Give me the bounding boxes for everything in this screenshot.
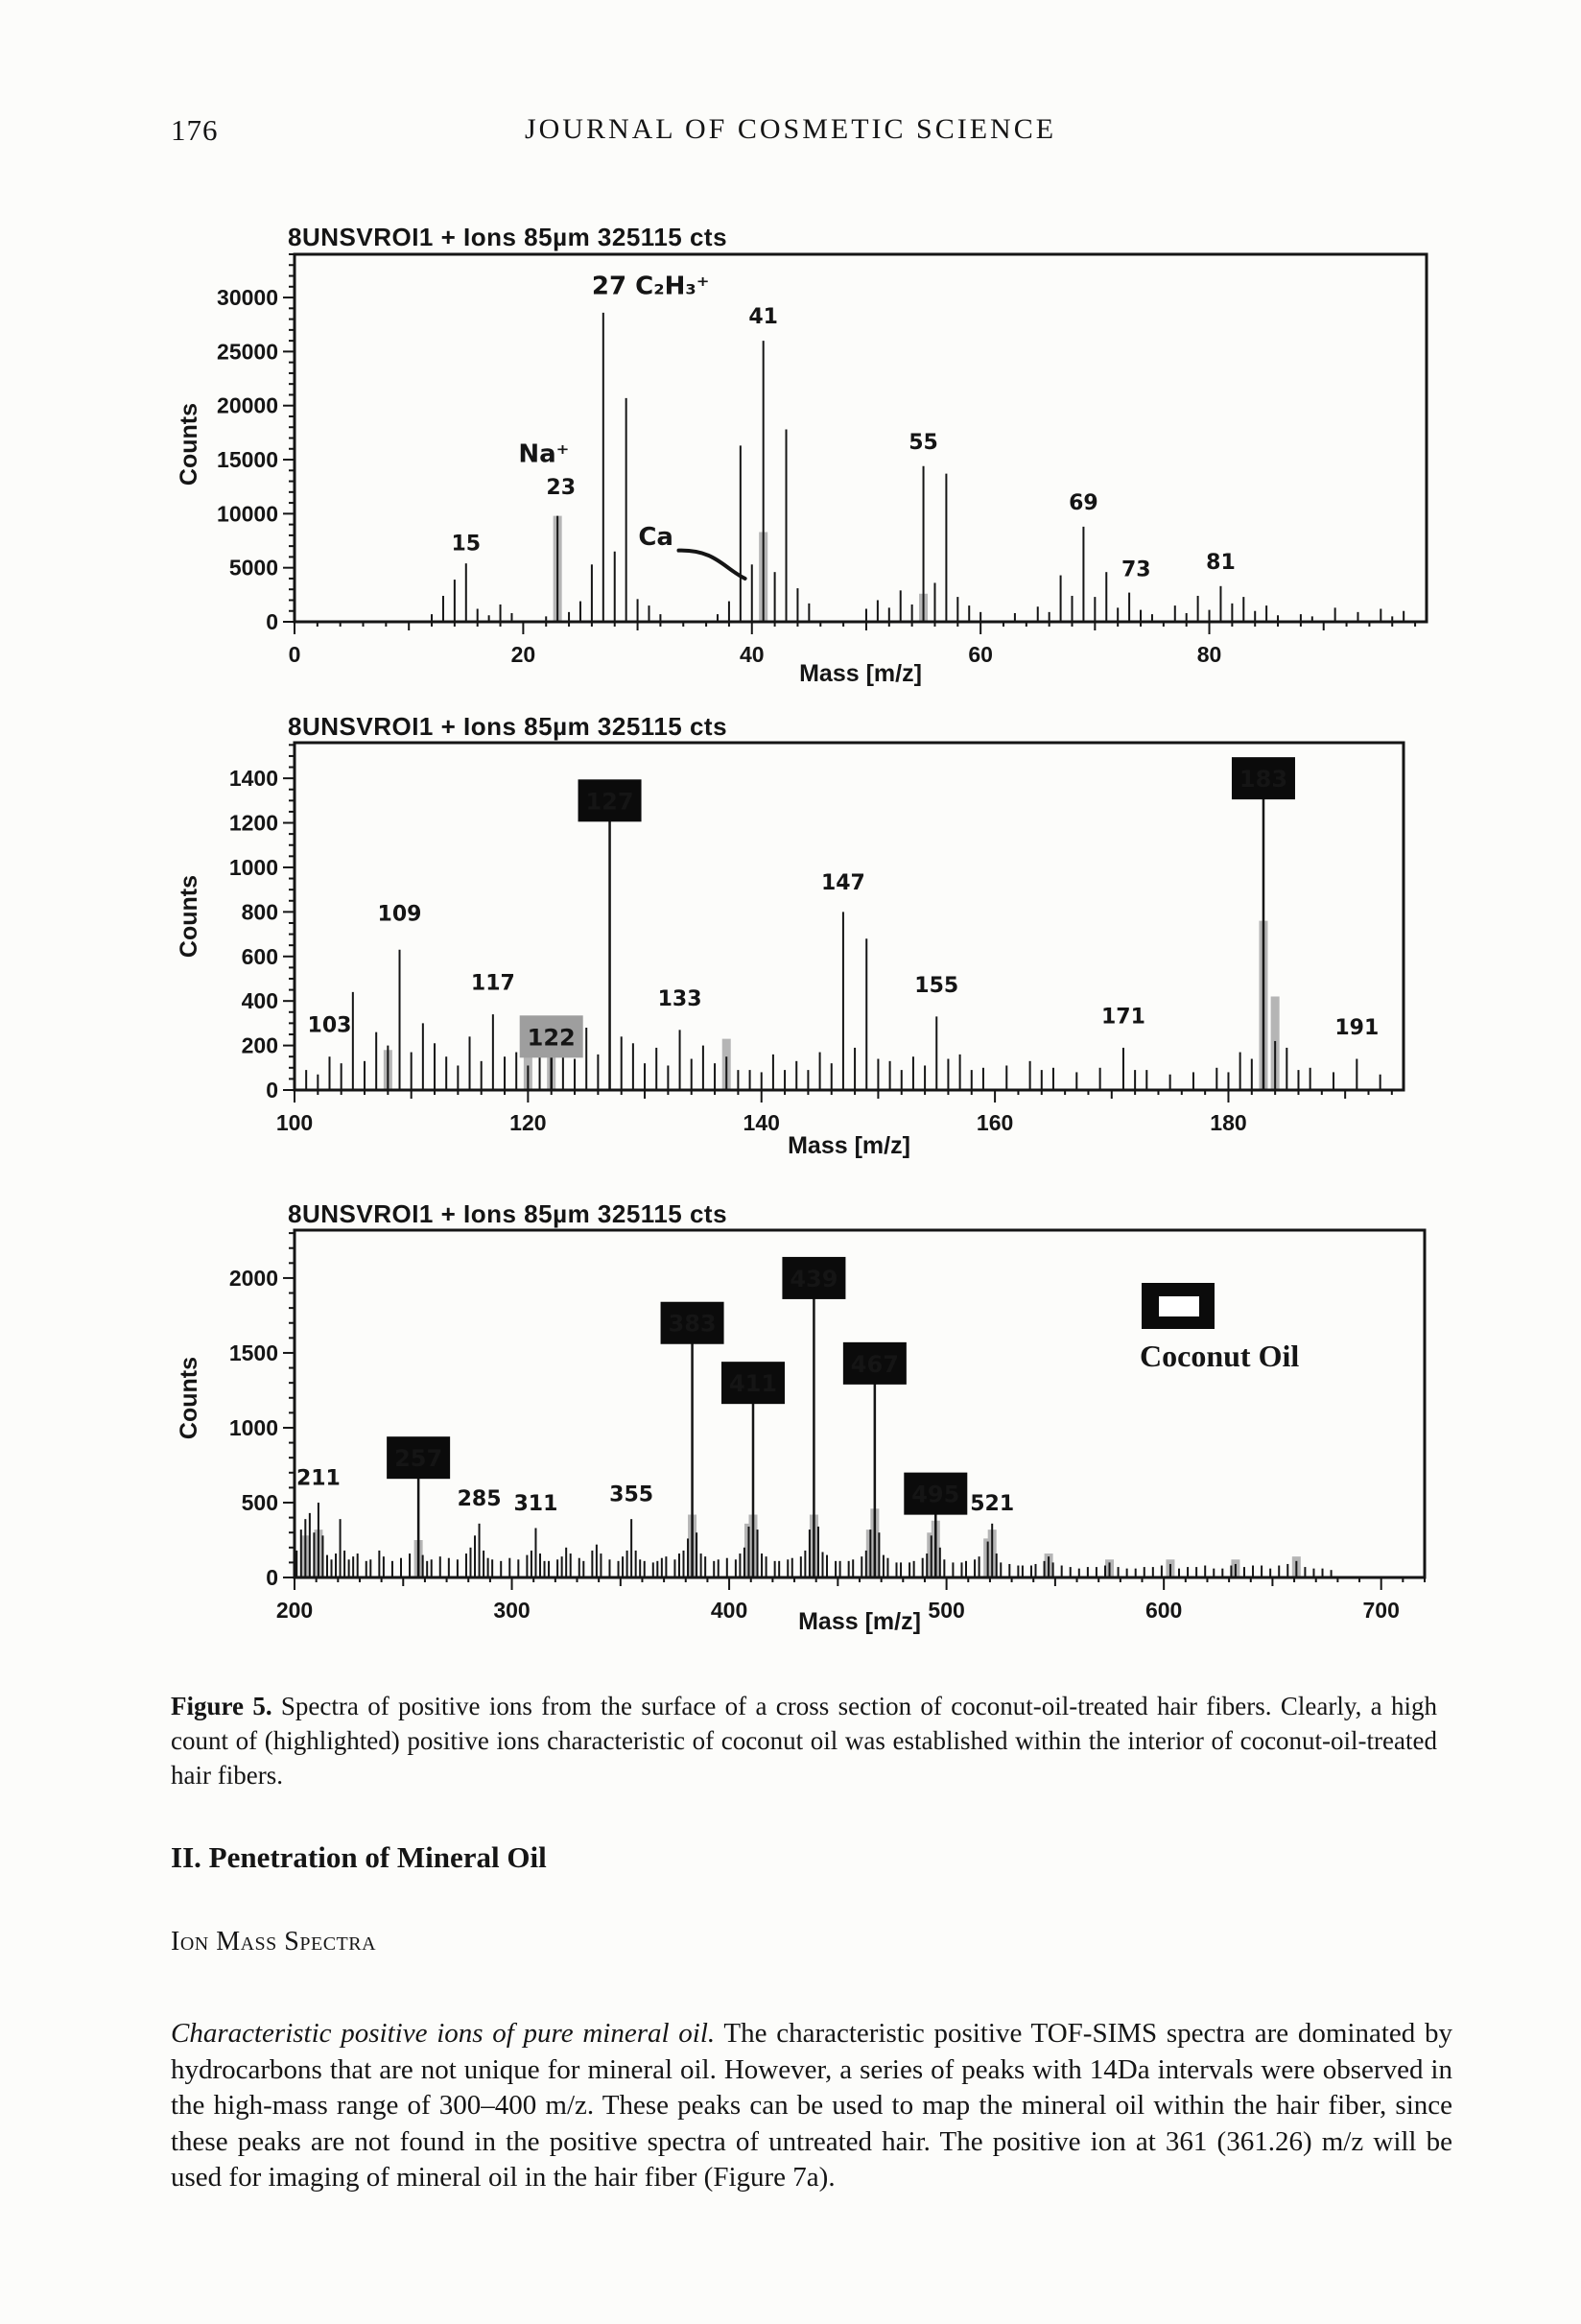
y-tick-label: 400: [241, 988, 278, 1014]
body-paragraph: [171, 2016, 1452, 2196]
peak-label: 15: [451, 532, 482, 557]
chart-title: 8UNSVROI1 + Ions 85µm 325115 cts: [288, 712, 728, 741]
y-axis-label: Counts: [176, 1356, 202, 1440]
axis-ticks: [283, 254, 1415, 634]
spectrum-chart-high-mass: [144, 1201, 1468, 1640]
x-tick-label: 40: [739, 642, 765, 667]
x-tick-label: 100: [275, 1110, 314, 1135]
x-axis-label: Mass [m/z]: [788, 1132, 910, 1159]
highlighted-ion-label: 122: [527, 1024, 576, 1052]
x-tick-label: 400: [710, 1598, 748, 1623]
spectrum-chart-mid-mass: [144, 712, 1468, 1168]
y-tick-label: 1000: [228, 854, 278, 880]
paragraph-lead-italic: Characteristic positive ions of pure mineral oil.: [171, 2018, 716, 2049]
axis-ticks: [283, 745, 1392, 1103]
highlighted-ion-label: 411: [728, 1370, 778, 1398]
y-tick-label: 1200: [228, 810, 278, 836]
axis-ticks: [283, 1233, 1425, 1590]
coconut-oil-legend: [1140, 1283, 1299, 1373]
peak-label: 155: [914, 973, 959, 998]
y-tick-label: 0: [266, 1078, 278, 1103]
peak-label: 133: [657, 986, 702, 1011]
y-tick-label: 20000: [217, 392, 278, 418]
y-tick-label: 1500: [228, 1340, 278, 1365]
x-tick-label: 500: [928, 1598, 965, 1623]
peak-label: 211: [295, 1466, 341, 1491]
x-tick-label: 120: [509, 1110, 547, 1135]
peak-label: 69: [1069, 490, 1098, 515]
annotation-label: Ca: [638, 523, 673, 553]
y-tick-label: 1000: [228, 1414, 278, 1440]
spectrum-peaks: [432, 313, 1404, 621]
y-tick-label: 25000: [217, 339, 278, 365]
y-tick-label: 0: [266, 1565, 278, 1590]
chart-title: 8UNSVROI1 + Ions 85µm 325115 cts: [288, 223, 728, 251]
highlighted-ion-label: 439: [790, 1265, 838, 1292]
y-tick-label: 600: [241, 943, 278, 969]
peak-label: 41: [748, 305, 778, 330]
chart-title: 8UNSVROI1 + Ions 85µm 325115 cts: [288, 1201, 728, 1228]
annotation-pointer-curve: [678, 551, 744, 579]
x-axis-label: Mass [m/z]: [798, 1608, 921, 1635]
peak-label: 285: [457, 1487, 502, 1512]
y-axis-label: Counts: [176, 402, 202, 486]
section-heading: II. Penetration of Mineral Oil: [171, 1840, 547, 1874]
legend-label: Coconut Oil: [1140, 1339, 1300, 1373]
peak-label: 81: [1206, 550, 1236, 575]
x-tick-label: 140: [743, 1110, 780, 1135]
peak-label: 73: [1121, 557, 1151, 582]
x-tick-label: 60: [968, 642, 993, 667]
y-tick-label: 15000: [217, 447, 278, 473]
mass-spectrum-svg-3: [144, 1201, 1468, 1635]
x-axis-label: Mass [m/z]: [799, 660, 922, 687]
peak-label: 311: [513, 1491, 558, 1516]
y-tick-label: 800: [241, 899, 278, 925]
y-tick-label: 30000: [217, 285, 278, 311]
figure-caption: [171, 1689, 1437, 1792]
peak-label: Na⁺: [518, 439, 570, 469]
y-tick-label: 1400: [228, 766, 278, 792]
y-tick-label: 200: [241, 1032, 278, 1058]
y-tick-label: 5000: [228, 555, 278, 581]
x-tick-label: 0: [288, 642, 301, 667]
peak-label: 55: [908, 430, 938, 455]
y-axis-label: Counts: [176, 874, 202, 959]
peak-label: 117: [470, 971, 515, 996]
plot-frame: [295, 1230, 1425, 1577]
highlighted-ion-label: 183: [1239, 766, 1288, 794]
peak-labels: [451, 273, 1235, 582]
x-tick-label: 160: [976, 1110, 1014, 1135]
page-number: 176: [171, 113, 219, 147]
peak-labels: [296, 1257, 1014, 1577]
peak-label: 147: [820, 871, 865, 896]
x-tick-label: 200: [275, 1598, 314, 1623]
y-tick-label: 2000: [228, 1265, 278, 1291]
x-tick-label: 300: [493, 1598, 531, 1623]
peak-label: 27 C₂H₃⁺: [591, 272, 710, 301]
mass-spectrum-svg-1: [144, 219, 1468, 691]
y-tick-label: 10000: [217, 501, 278, 527]
peak-label: 109: [377, 902, 422, 927]
peak-label: 355: [609, 1482, 654, 1507]
x-tick-label: 700: [1362, 1598, 1400, 1623]
x-tick-label: 180: [1210, 1110, 1247, 1135]
figure-caption-label: Figure 5.: [171, 1692, 272, 1720]
highlighted-ion-label: 383: [668, 1310, 717, 1338]
plot-frame: [295, 254, 1427, 622]
highlighted-ion-label: 495: [911, 1481, 960, 1508]
peak-label: 171: [1100, 1005, 1145, 1030]
x-tick-label: 600: [1144, 1598, 1183, 1623]
journal-title: JOURNAL OF COSMETIC SCIENCE: [524, 113, 1057, 145]
mass-spectrum-svg-2: [144, 712, 1468, 1163]
peak-label: 23: [546, 476, 577, 501]
section-subheading: Ion Mass Spectra: [171, 1927, 377, 1956]
spectrum-chart-low-mass: [144, 219, 1468, 696]
y-tick-label: 0: [266, 609, 278, 634]
y-tick-label: 500: [241, 1489, 278, 1515]
peak-label: 521: [970, 1491, 1015, 1516]
x-tick-label: 20: [510, 642, 536, 667]
peak-label: 103: [307, 1013, 352, 1038]
highlighted-ion-label: 467: [850, 1350, 899, 1378]
highlighted-ion-label: 257: [394, 1445, 443, 1473]
spectrum-peaks: [306, 794, 1404, 1089]
x-tick-label: 80: [1196, 642, 1222, 667]
highlighted-ion-label: 127: [585, 788, 634, 816]
figure-caption-text: Spectra of positive ions from the surface of a cross section of coconut-oil-treated hair fibers. Clearly, a high count of (highlighted) positive ions characteristic of coconut oil was established within the interior of coconut-oil-treated hair fibers.: [171, 1692, 1437, 1790]
peak-label: 191: [1334, 1015, 1380, 1040]
paragraph-body: The characteristic positive TOF-SIMS spectra are dominated by hydrocarbons that are not unique for mineral oil. However, a series of peaks with 14Da intervals were observed in the high-mass range of 300–400 m/z. These peaks can be used to map the mineral oil within the hair fiber, since these peaks are not found in the positive spectra of untreated hair. The positive ion at 361 (361.26) m/z will be used for imaging of mineral oil in the hair fiber (Figure 7a).: [171, 2018, 1452, 2193]
